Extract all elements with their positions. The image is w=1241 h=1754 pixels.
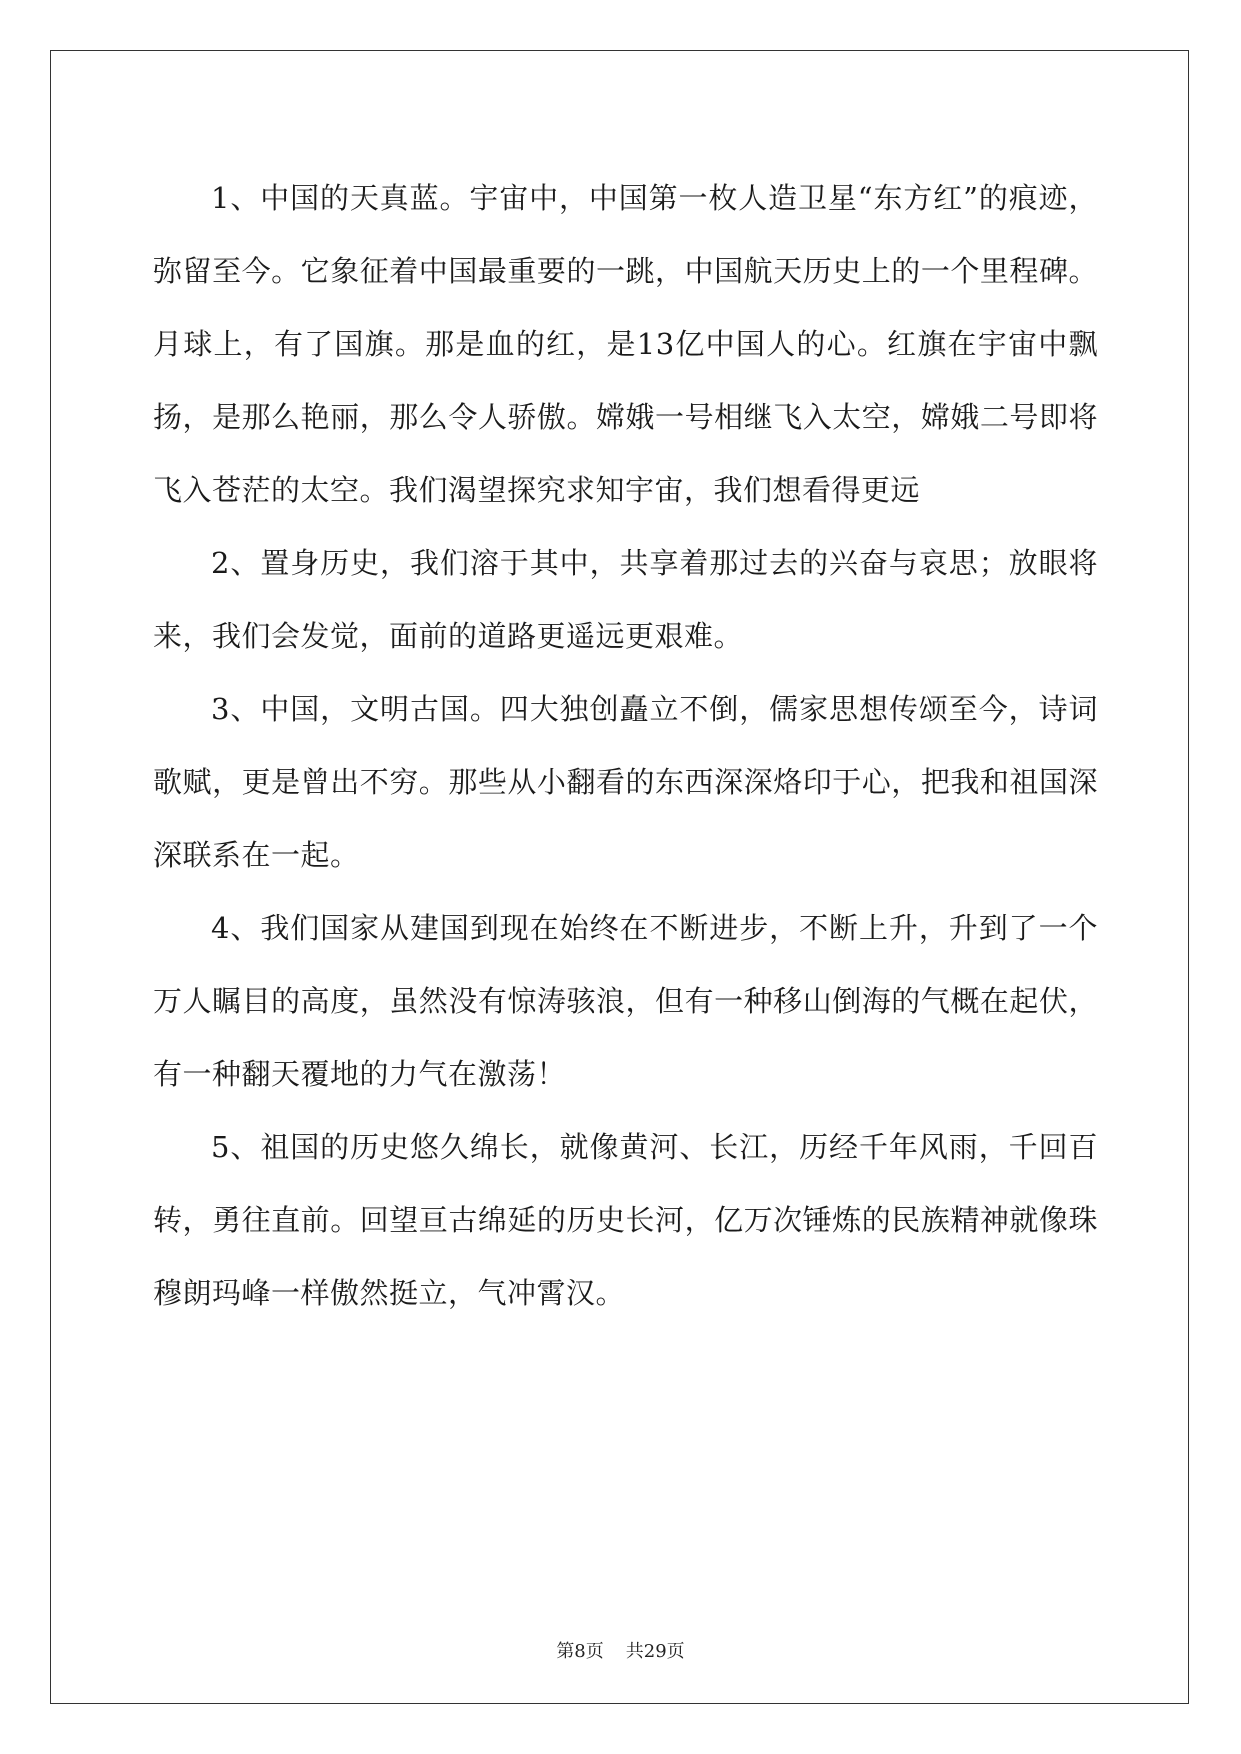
paragraph-5: 5、祖国的历史悠久绵长，就像黄河、长江，历经千年风雨，千回百转，勇往直前。回望亘古绵延的历史长河，亿万次锤炼的民族精神就像珠穆朗玛峰一样傲然挺立，气冲霄汉。 [153, 1130, 1098, 1310]
current-page-number: 第8页 [556, 1641, 604, 1662]
total-page-count: 共29页 [625, 1641, 685, 1662]
paragraph-4: 4、我们国家从建国到现在始终在不断进步，不断上升，升到了一个万人瞩目的高度，虽然没有惊涛骇浪，但有一种移山倒海的气概在起伏，有一种翻天覆地的力气在激荡！ [153, 911, 1098, 1091]
paragraph-1: 1、中国的天真蓝。宇宙中，中国第一枚人造卫星“东方红”的痕迹，弥留至今。它象征着中国最重要的一跳，中国航天历史上的一个里程碑。月球上，有了国旗。那是血的红，是13亿中国人的心。红旗在宇宙中飘扬，是那么艳丽，那么令人骄傲。嫦娥一号相继飞入太空，嫦娥二号即将飞入苍茫的太空。我们渴望探究求知宇宙，我们想看得更远 [153, 181, 1098, 507]
paragraph-3: 3、中国，文明古国。四大独创矗立不倒，儒家思想传颂至今，诗词歌赋，更是曾出不穷。那些从小翻看的东西深深烙印于心，把我和祖国深深联系在一起。 [153, 692, 1098, 872]
page-footer [0, 1641, 1241, 1663]
document-body [153, 162, 1098, 1330]
paragraph-2: 2、置身历史，我们溶于其中，共享着那过去的兴奋与哀思；放眼将来，我们会发觉，面前的道路更遥远更艰难。 [153, 546, 1098, 653]
